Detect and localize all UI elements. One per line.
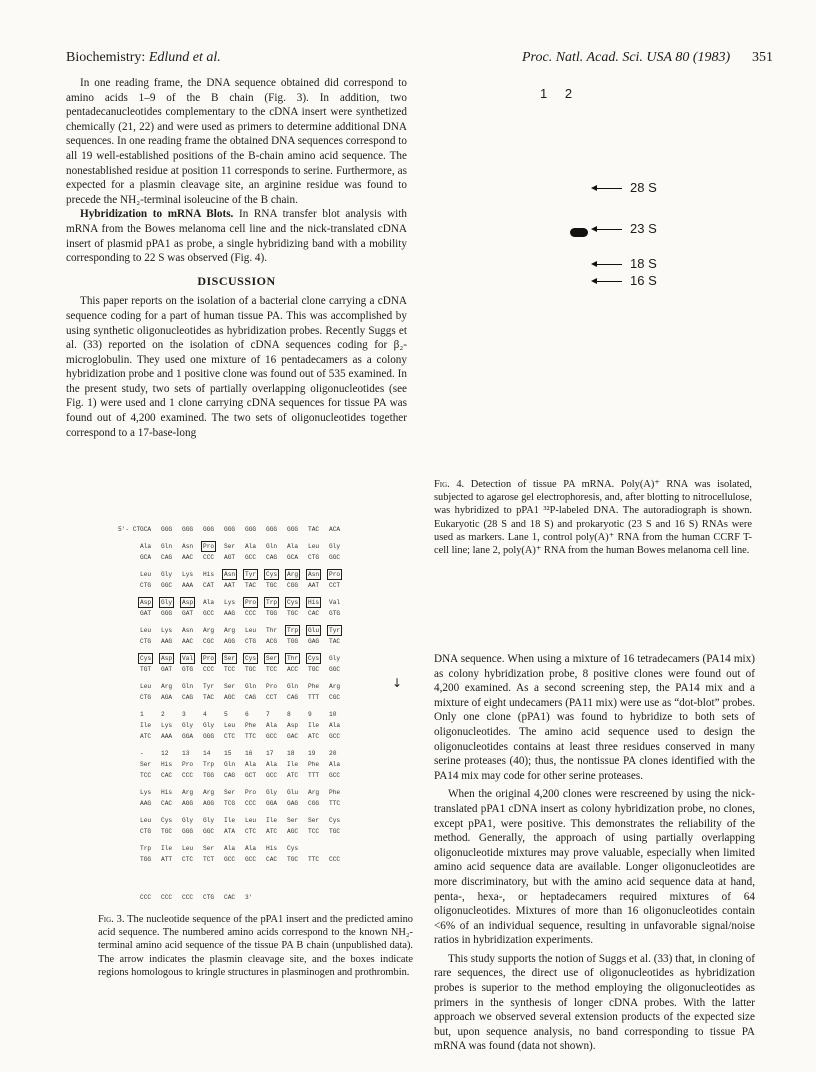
marker-18s: 18 S bbox=[596, 256, 657, 271]
codon: CTC bbox=[182, 856, 194, 863]
codon: ATA bbox=[224, 828, 236, 835]
codon: GGA bbox=[182, 733, 194, 740]
codon: GGG bbox=[245, 526, 257, 533]
codon: GGA bbox=[266, 800, 278, 807]
codon: CAC bbox=[308, 610, 320, 617]
codon: AGG bbox=[224, 638, 236, 645]
amino-acid: Thr bbox=[287, 655, 299, 662]
paragraph-discussion: This paper reports on the isolation of a bacterial clone carrying a cDNA sequence coding for a part of human tissue PA. This was accomplished by using synthetic oligonucleotides as hybridization probes. Recently Suggs et al. (33) reported on the isolation of cDNA sequences coding for β₂-microglobulin. They used one mixture of 16 pentadecamers as a colony hybridization probe and 1 positive clone was found out of 535 examined. In the present study, two sets of partially overlapping oligonucleotides (see Fig. 1) were used and 1 clone carrying cDNA sequences for tissue PA was found out of 4,200 examined. The two sets of oligonucleotides together correspond to a 17-base-long bbox=[66, 295, 407, 439]
codon: CCC bbox=[140, 894, 152, 901]
amino-acid: Ser bbox=[224, 683, 236, 690]
codon: TGC bbox=[266, 582, 278, 589]
fig3-label: Fig. 3. bbox=[98, 914, 125, 925]
residue-number: 9 bbox=[308, 711, 312, 718]
amino-acid: Ile bbox=[287, 761, 299, 768]
amino-acid: Ala bbox=[245, 761, 257, 768]
codon: TCC bbox=[266, 666, 278, 673]
amino-acid: Leu bbox=[224, 722, 236, 729]
amino-acid: His bbox=[161, 789, 173, 796]
codon: GGC bbox=[329, 666, 341, 673]
amino-acid: Gly bbox=[161, 599, 173, 606]
amino-acid: Ser bbox=[224, 789, 236, 796]
amino-acid: Asp bbox=[182, 599, 194, 606]
codon: GCT bbox=[245, 772, 257, 779]
marker-arrow-icon bbox=[596, 264, 622, 266]
authors: Edlund et al. bbox=[148, 50, 221, 65]
codon: GTG bbox=[329, 610, 341, 617]
amino-acid: Ala bbox=[287, 543, 299, 550]
left-column bbox=[66, 76, 407, 440]
amino-acid: Cys bbox=[329, 817, 341, 824]
paragraph-hybridization-body: In RNA transfer blot analysis with mRNA from the Bowes melanoma cell line and the nick-translated cDNA insert of plasmid pPA1 as probe, a single hybridizing band with a mobility corresponding to 22 S was observed (Fig. 4). bbox=[66, 208, 407, 265]
codon: TGC bbox=[161, 828, 173, 835]
amino-acid: Gly bbox=[266, 789, 278, 796]
codon: CTG bbox=[140, 694, 152, 701]
codon: AAG bbox=[161, 638, 173, 645]
residue-number: - bbox=[140, 750, 144, 757]
codon: CGC bbox=[329, 694, 341, 701]
codon: TTC bbox=[308, 856, 320, 863]
amino-acid: Pro bbox=[203, 655, 215, 662]
codon: GGC bbox=[329, 554, 341, 561]
amino-acid: Ser bbox=[203, 845, 215, 852]
marker-16s: 16 S bbox=[596, 273, 657, 288]
codon: 3' bbox=[245, 894, 253, 901]
codon: TAC bbox=[203, 694, 215, 701]
amino-acid: Arg bbox=[203, 627, 215, 634]
paragraph-dna-sequence: DNA sequence. When using a mixture of 16 tetradecamers (PA14 mix) as colony hybridization probe, 8 positive clones were found out of 4,200 examined. As a second screening step, the PA14 mix and a mixture of eight undecamers (PA11 mix) were use as “dot-blot” probes. Only one clone (pPA1) was found to hybridize to both sets of oligonucleotides. The amino acid sequence used to design the oligonucleotides contains at least three residues conserved in many serine proteases (40); thus, the nontissue PA clones identified with the PA14 mix may code for other serine proteases. bbox=[434, 653, 755, 782]
codon: CTG bbox=[203, 894, 215, 901]
amino-acid: Asp bbox=[140, 599, 152, 606]
codon: GGG bbox=[224, 526, 236, 533]
codon: AGT bbox=[224, 554, 236, 561]
amino-acid: Phe bbox=[245, 722, 257, 729]
codon: TGG bbox=[287, 638, 299, 645]
codon: ACC bbox=[287, 666, 299, 673]
paragraph-results-end: In one reading frame, the DNA sequence obtained did correspond to amino acids 1–9 of the B chain (Fig. 3). In addition, two pentadecanucleotides complementary to the cDNA insert were synthetized chemically (21, 22) and were used as primers to determine additional DNA sequences. In one reading frame the obtained DNA sequences correspond to all 19 well-established positions of the B-chain amino acid sequence. The nonestablished residue at position 11 corresponds to serine. Furthermore, as expected for a plasmin cleavage site, an arginine residue was found to precede the NH₂-terminal isoleucine of the B chain. bbox=[66, 77, 407, 206]
amino-acid: Tyr bbox=[329, 627, 341, 634]
codon: CGG bbox=[308, 800, 320, 807]
codon: CTG bbox=[245, 638, 257, 645]
codon: CGG bbox=[287, 582, 299, 589]
codon: ATC bbox=[287, 772, 299, 779]
discussion-heading: DISCUSSION bbox=[197, 273, 276, 288]
codon: ATT bbox=[161, 856, 173, 863]
amino-acid: Asn bbox=[182, 543, 194, 550]
amino-acid: Lys bbox=[140, 789, 152, 796]
amino-acid: Arg bbox=[287, 571, 299, 578]
amino-acid: Ser bbox=[287, 817, 299, 824]
codon: GGG bbox=[203, 733, 215, 740]
amino-acid: Ala bbox=[329, 761, 341, 768]
codon: GCC bbox=[245, 856, 257, 863]
amino-acid: Asn bbox=[224, 571, 236, 578]
residue-number: 12 bbox=[161, 750, 169, 757]
amino-acid: Ser bbox=[224, 655, 236, 662]
codon: CTC bbox=[245, 828, 257, 835]
amino-acid: Ile bbox=[266, 817, 278, 824]
residue-number: 15 bbox=[224, 750, 232, 757]
codon: CCC bbox=[182, 894, 194, 901]
residue-number: 16 bbox=[245, 750, 253, 757]
marker-28s: 28 S bbox=[596, 180, 657, 195]
codon: CAG bbox=[182, 694, 194, 701]
codon: TGT bbox=[140, 666, 152, 673]
codon: GCC bbox=[329, 772, 341, 779]
codon: AAC bbox=[182, 638, 194, 645]
paragraph-suggs: This study supports the notion of Suggs et al. (33) that, in cloning of rare sequences, the direct use of oligonucleotides as hybridization probes is superior to the method employing the oligonucleotides as primers in the synthesis of longer cDNA probes. With the latter approach we observed several extension products of the expected size but, upon sequence analysis, no band corresponding to tissue PA mRNA was found (data not shown). bbox=[434, 952, 755, 1053]
codon: GGG bbox=[182, 526, 194, 533]
codon: GAT bbox=[140, 610, 152, 617]
codon: GAT bbox=[161, 666, 173, 673]
amino-acid: Pro bbox=[203, 543, 215, 550]
codon: TAC bbox=[329, 638, 341, 645]
codon: GCC bbox=[266, 733, 278, 740]
amino-acid: His bbox=[266, 845, 278, 852]
codon: CAT bbox=[203, 582, 215, 589]
fig4-caption bbox=[434, 478, 752, 557]
amino-acid: Lys bbox=[161, 627, 173, 634]
amino-acid: Gly bbox=[182, 722, 194, 729]
codon: TTT bbox=[308, 694, 320, 701]
marker-23s: 23 S bbox=[596, 221, 657, 236]
codon: GGG bbox=[203, 526, 215, 533]
amino-acid: Ile bbox=[161, 845, 173, 852]
amino-acid: Trp bbox=[266, 599, 278, 606]
amino-acid: Leu bbox=[140, 817, 152, 824]
codon: CTC bbox=[224, 733, 236, 740]
gel-lane-labels bbox=[540, 86, 586, 101]
amino-acid: Ser bbox=[266, 655, 278, 662]
codon: TTC bbox=[329, 800, 341, 807]
amino-acid: Leu bbox=[245, 627, 257, 634]
residue-number: 3 bbox=[182, 711, 186, 718]
codon: CCC bbox=[161, 894, 173, 901]
codon: CAG bbox=[245, 694, 257, 701]
codon: ATC bbox=[140, 733, 152, 740]
codon: TAC bbox=[245, 582, 257, 589]
fig4-caption-text: Detection of tissue PA mRNA. Poly(A)⁺ RNA was isolated, subjected to agarose gel electrophoresis, and, after blotting to nitrocellulose, was hybridized to pPA1 ³²P-labeled DNA. The autoradiograph is shown. Eukaryotic (28 S and 18 S) and prokaryotic (23 S and 16 S) RNAs were used as markers. Lane 1, control poly(A)⁺ RNA from the human CCRF T-cell line; lane 2, poly(A)⁺ RNA from the human Bowes melanoma cell line. bbox=[434, 479, 752, 557]
amino-acid: Leu bbox=[140, 571, 152, 578]
amino-acid: Tyr bbox=[203, 683, 215, 690]
running-header-right: Proc. Natl. Acad. Sci. USA 80 (1983) bbox=[522, 50, 731, 65]
amino-acid: Phe bbox=[308, 683, 320, 690]
amino-acid: Arg bbox=[329, 683, 341, 690]
fig3-caption bbox=[98, 913, 413, 979]
codon: GCC bbox=[224, 856, 236, 863]
amino-acid: Gln bbox=[287, 683, 299, 690]
codon: CGC bbox=[203, 638, 215, 645]
amino-acid: Thr bbox=[266, 627, 278, 634]
codon: CTG bbox=[140, 828, 152, 835]
codon: CTG bbox=[308, 554, 320, 561]
codon: AAA bbox=[182, 582, 194, 589]
amino-acid: Val bbox=[182, 655, 194, 662]
codon: CAG bbox=[266, 554, 278, 561]
codon: GGG bbox=[161, 610, 173, 617]
codon: GCA bbox=[140, 526, 152, 533]
codon: GCA bbox=[140, 554, 152, 561]
codon: CAG bbox=[287, 694, 299, 701]
amino-acid: Arg bbox=[203, 789, 215, 796]
amino-acid: Cys bbox=[245, 655, 257, 662]
amino-acid: Gly bbox=[182, 817, 194, 824]
page-number: 351 bbox=[752, 50, 773, 65]
codon: GGG bbox=[182, 828, 194, 835]
amino-acid: Ser bbox=[224, 543, 236, 550]
amino-acid: His bbox=[203, 571, 215, 578]
codon: AAC bbox=[182, 554, 194, 561]
codon: CCC bbox=[245, 800, 257, 807]
amino-acid: Cys bbox=[308, 655, 320, 662]
residue-number: 1 bbox=[140, 711, 144, 718]
amino-acid: Pro bbox=[266, 683, 278, 690]
amino-acid: Trp bbox=[140, 845, 152, 852]
amino-acid: Trp bbox=[287, 627, 299, 634]
amino-acid: His bbox=[308, 599, 320, 606]
codon: CAC bbox=[161, 800, 173, 807]
amino-acid: Ser bbox=[140, 761, 152, 768]
running-header-left bbox=[66, 50, 221, 66]
codon: GAG bbox=[308, 638, 320, 645]
codon: TCC bbox=[224, 666, 236, 673]
codon: CTG bbox=[140, 638, 152, 645]
codon: GGG bbox=[161, 526, 173, 533]
residue-number: 2 bbox=[161, 711, 165, 718]
lane-1-label: 1 bbox=[540, 86, 548, 101]
codon: ATC bbox=[266, 828, 278, 835]
codon: CCC bbox=[203, 554, 215, 561]
codon: CAC bbox=[161, 772, 173, 779]
fig3-caption-text: The nucleotide sequence of the pPA1 insert and the predicted amino acid sequence. The numbered amino acids correspond to the known NH₂-terminal amino acid sequence of the tissue PA B chain (unpublished data). The arrow indicates the plasmin cleavage site, and the boxes indicate regions homologous to kringle structures in plasminogen and prothrombin. bbox=[98, 914, 414, 978]
codon: AGA bbox=[161, 694, 173, 701]
residue-number: 13 bbox=[182, 750, 190, 757]
fig4-label: Fig. 4. bbox=[434, 479, 465, 490]
codon: AGC bbox=[287, 828, 299, 835]
amino-acid: Lys bbox=[224, 599, 236, 606]
amino-acid: Trp bbox=[203, 761, 215, 768]
amino-acid: Glu bbox=[308, 627, 320, 634]
amino-acid: Ala bbox=[245, 845, 257, 852]
amino-acid: Phe bbox=[308, 761, 320, 768]
residue-number: 7 bbox=[266, 711, 270, 718]
amino-acid: Gly bbox=[203, 817, 215, 824]
residue-number: 5 bbox=[224, 711, 228, 718]
amino-acid: Pro bbox=[182, 761, 194, 768]
lane-2-label: 2 bbox=[564, 86, 573, 101]
residue-number: 6 bbox=[245, 711, 249, 718]
codon: TGC bbox=[329, 828, 341, 835]
journal-section: Biochemistry: bbox=[66, 50, 146, 65]
amino-acid: Gln bbox=[245, 683, 257, 690]
amino-acid: Ala bbox=[266, 722, 278, 729]
amino-acid: Pro bbox=[245, 599, 257, 606]
codon: CAG bbox=[161, 554, 173, 561]
amino-acid: Gly bbox=[329, 655, 341, 662]
codon: CCC bbox=[182, 772, 194, 779]
amino-acid: Arg bbox=[224, 627, 236, 634]
amino-acid: Ala bbox=[329, 722, 341, 729]
amino-acid: Pro bbox=[245, 789, 257, 796]
codon: AAG bbox=[224, 610, 236, 617]
codon: GAT bbox=[182, 610, 194, 617]
codon: ACA bbox=[329, 526, 341, 533]
amino-acid: Val bbox=[329, 599, 341, 606]
codon: TGG bbox=[203, 772, 215, 779]
amino-acid: Leu bbox=[140, 627, 152, 634]
codon: TTT bbox=[308, 772, 320, 779]
residue-number: 8 bbox=[287, 711, 291, 718]
amino-acid: Arg bbox=[182, 789, 194, 796]
amino-acid: Leu bbox=[140, 683, 152, 690]
amino-acid: Ala bbox=[245, 543, 257, 550]
amino-acid: Leu bbox=[245, 817, 257, 824]
paragraph-rescreen: When the original 4,200 clones were rescreened by using the nick-translated pPA1 cDNA insert as colony hybridization probe, no clones, except pPA1, were positive. This demonstrates the reliability of the method. Generally, the approach of using partially overlapping oligonucleotide mixtures may prove valuable, especially when limited amino acid sequence data are available. Longer oligonucleotides are more discriminatory, but with the amino acid sequence data at hand, penta-, hexa-, or heptadecamers required mixtures of 64 oligonucleotides. Mixtures of more than 16 oligonucleotides contain <6% of an individual sequence, resulting in unfavorable signal/noise ratios in hybridization experiments. bbox=[434, 788, 755, 947]
residue-number: 17 bbox=[266, 750, 274, 757]
amino-acid: Asp bbox=[287, 722, 299, 729]
codon: AGG bbox=[182, 800, 194, 807]
codon: GGC bbox=[161, 582, 173, 589]
codon: GTG bbox=[182, 666, 194, 673]
residue-number: 18 bbox=[287, 750, 295, 757]
amino-acid: Cys bbox=[287, 845, 299, 852]
amino-acid: Ser bbox=[308, 817, 320, 824]
cleavage-arrow-icon: ↓ bbox=[392, 676, 403, 690]
codon: TCT bbox=[203, 856, 215, 863]
amino-acid: Ala bbox=[224, 845, 236, 852]
codon: GGG bbox=[266, 526, 278, 533]
codon: GCA bbox=[287, 554, 299, 561]
amino-acid: Ile bbox=[224, 817, 236, 824]
codon: TCG bbox=[224, 800, 236, 807]
amino-acid: Cys bbox=[161, 817, 173, 824]
amino-acid: Asn bbox=[308, 571, 320, 578]
codon: CAG bbox=[224, 772, 236, 779]
marker-arrow-icon bbox=[596, 188, 622, 190]
amino-acid: Ala bbox=[140, 543, 152, 550]
amino-acid: Gly bbox=[161, 571, 173, 578]
amino-acid: Pro bbox=[329, 571, 341, 578]
codon: CCC bbox=[203, 666, 215, 673]
amino-acid: Gln bbox=[182, 683, 194, 690]
codon: GCC bbox=[266, 772, 278, 779]
amino-acid: Lys bbox=[182, 571, 194, 578]
marker-arrow-icon bbox=[596, 229, 622, 231]
run-in-heading: Hybridization to mRNA Blots. bbox=[80, 208, 234, 221]
residue-number: 4 bbox=[203, 711, 207, 718]
codon: CCT bbox=[266, 694, 278, 701]
amino-acid: Ile bbox=[308, 722, 320, 729]
amino-acid: Cys bbox=[266, 571, 278, 578]
codon: TGC bbox=[287, 610, 299, 617]
codon: ATC bbox=[308, 733, 320, 740]
codon: CCT bbox=[329, 582, 341, 589]
codon: AGG bbox=[203, 800, 215, 807]
codon: TGC bbox=[245, 666, 257, 673]
codon: AAG bbox=[140, 800, 152, 807]
paragraph-hybridization bbox=[66, 207, 407, 265]
codon: TGC bbox=[308, 666, 320, 673]
amino-acid: Ala bbox=[266, 761, 278, 768]
codon: CCC bbox=[329, 856, 341, 863]
marker-arrow-icon bbox=[596, 281, 622, 283]
codon: AGC bbox=[224, 694, 236, 701]
codon: AAA bbox=[161, 733, 173, 740]
amino-acid: Asn bbox=[182, 627, 194, 634]
amino-acid: Gly bbox=[203, 722, 215, 729]
codon: GGG bbox=[287, 526, 299, 533]
amino-acid: Cys bbox=[287, 599, 299, 606]
codon: CAC bbox=[266, 856, 278, 863]
codon: GCC bbox=[203, 610, 215, 617]
amino-acid: Leu bbox=[182, 845, 194, 852]
amino-acid: Asp bbox=[161, 655, 173, 662]
residue-number: 19 bbox=[308, 750, 316, 757]
amino-acid: Arg bbox=[308, 789, 320, 796]
amino-acid: Lys bbox=[161, 722, 173, 729]
amino-acid: Ile bbox=[140, 722, 152, 729]
codon: 5'- CT bbox=[118, 526, 141, 533]
residue-number: 10 bbox=[329, 711, 337, 718]
residue-number: 14 bbox=[203, 750, 211, 757]
residue-number: 20 bbox=[329, 750, 337, 757]
amino-acid: Gly bbox=[329, 543, 341, 550]
amino-acid: Gln bbox=[224, 761, 236, 768]
codon: GAG bbox=[287, 800, 299, 807]
codon: TGG bbox=[266, 610, 278, 617]
amino-acid: His bbox=[161, 761, 173, 768]
amino-acid: Gln bbox=[266, 543, 278, 550]
codon: TCC bbox=[308, 828, 320, 835]
codon: CTG bbox=[140, 582, 152, 589]
amino-acid: Cys bbox=[140, 655, 152, 662]
amino-acid: Leu bbox=[308, 543, 320, 550]
codon: TGG bbox=[140, 856, 152, 863]
hybridization-band bbox=[570, 228, 588, 237]
amino-acid: Gln bbox=[161, 543, 173, 550]
amino-acid: Phe bbox=[329, 789, 341, 796]
amino-acid: Tyr bbox=[245, 571, 257, 578]
codon: GCC bbox=[329, 733, 341, 740]
right-column bbox=[434, 652, 755, 1058]
codon: AAT bbox=[224, 582, 236, 589]
codon: TGC bbox=[287, 856, 299, 863]
codon: GAC bbox=[287, 733, 299, 740]
codon: TCC bbox=[140, 772, 152, 779]
amino-acid: Glu bbox=[287, 789, 299, 796]
codon: ACG bbox=[266, 638, 278, 645]
amino-acid: Ala bbox=[203, 599, 215, 606]
codon: TTC bbox=[245, 733, 257, 740]
amino-acid: Arg bbox=[161, 683, 173, 690]
codon: TAC bbox=[308, 526, 320, 533]
codon: CAC bbox=[224, 894, 236, 901]
codon: GCC bbox=[245, 554, 257, 561]
codon: GGC bbox=[203, 828, 215, 835]
codon: AAT bbox=[308, 582, 320, 589]
codon: CCC bbox=[245, 610, 257, 617]
